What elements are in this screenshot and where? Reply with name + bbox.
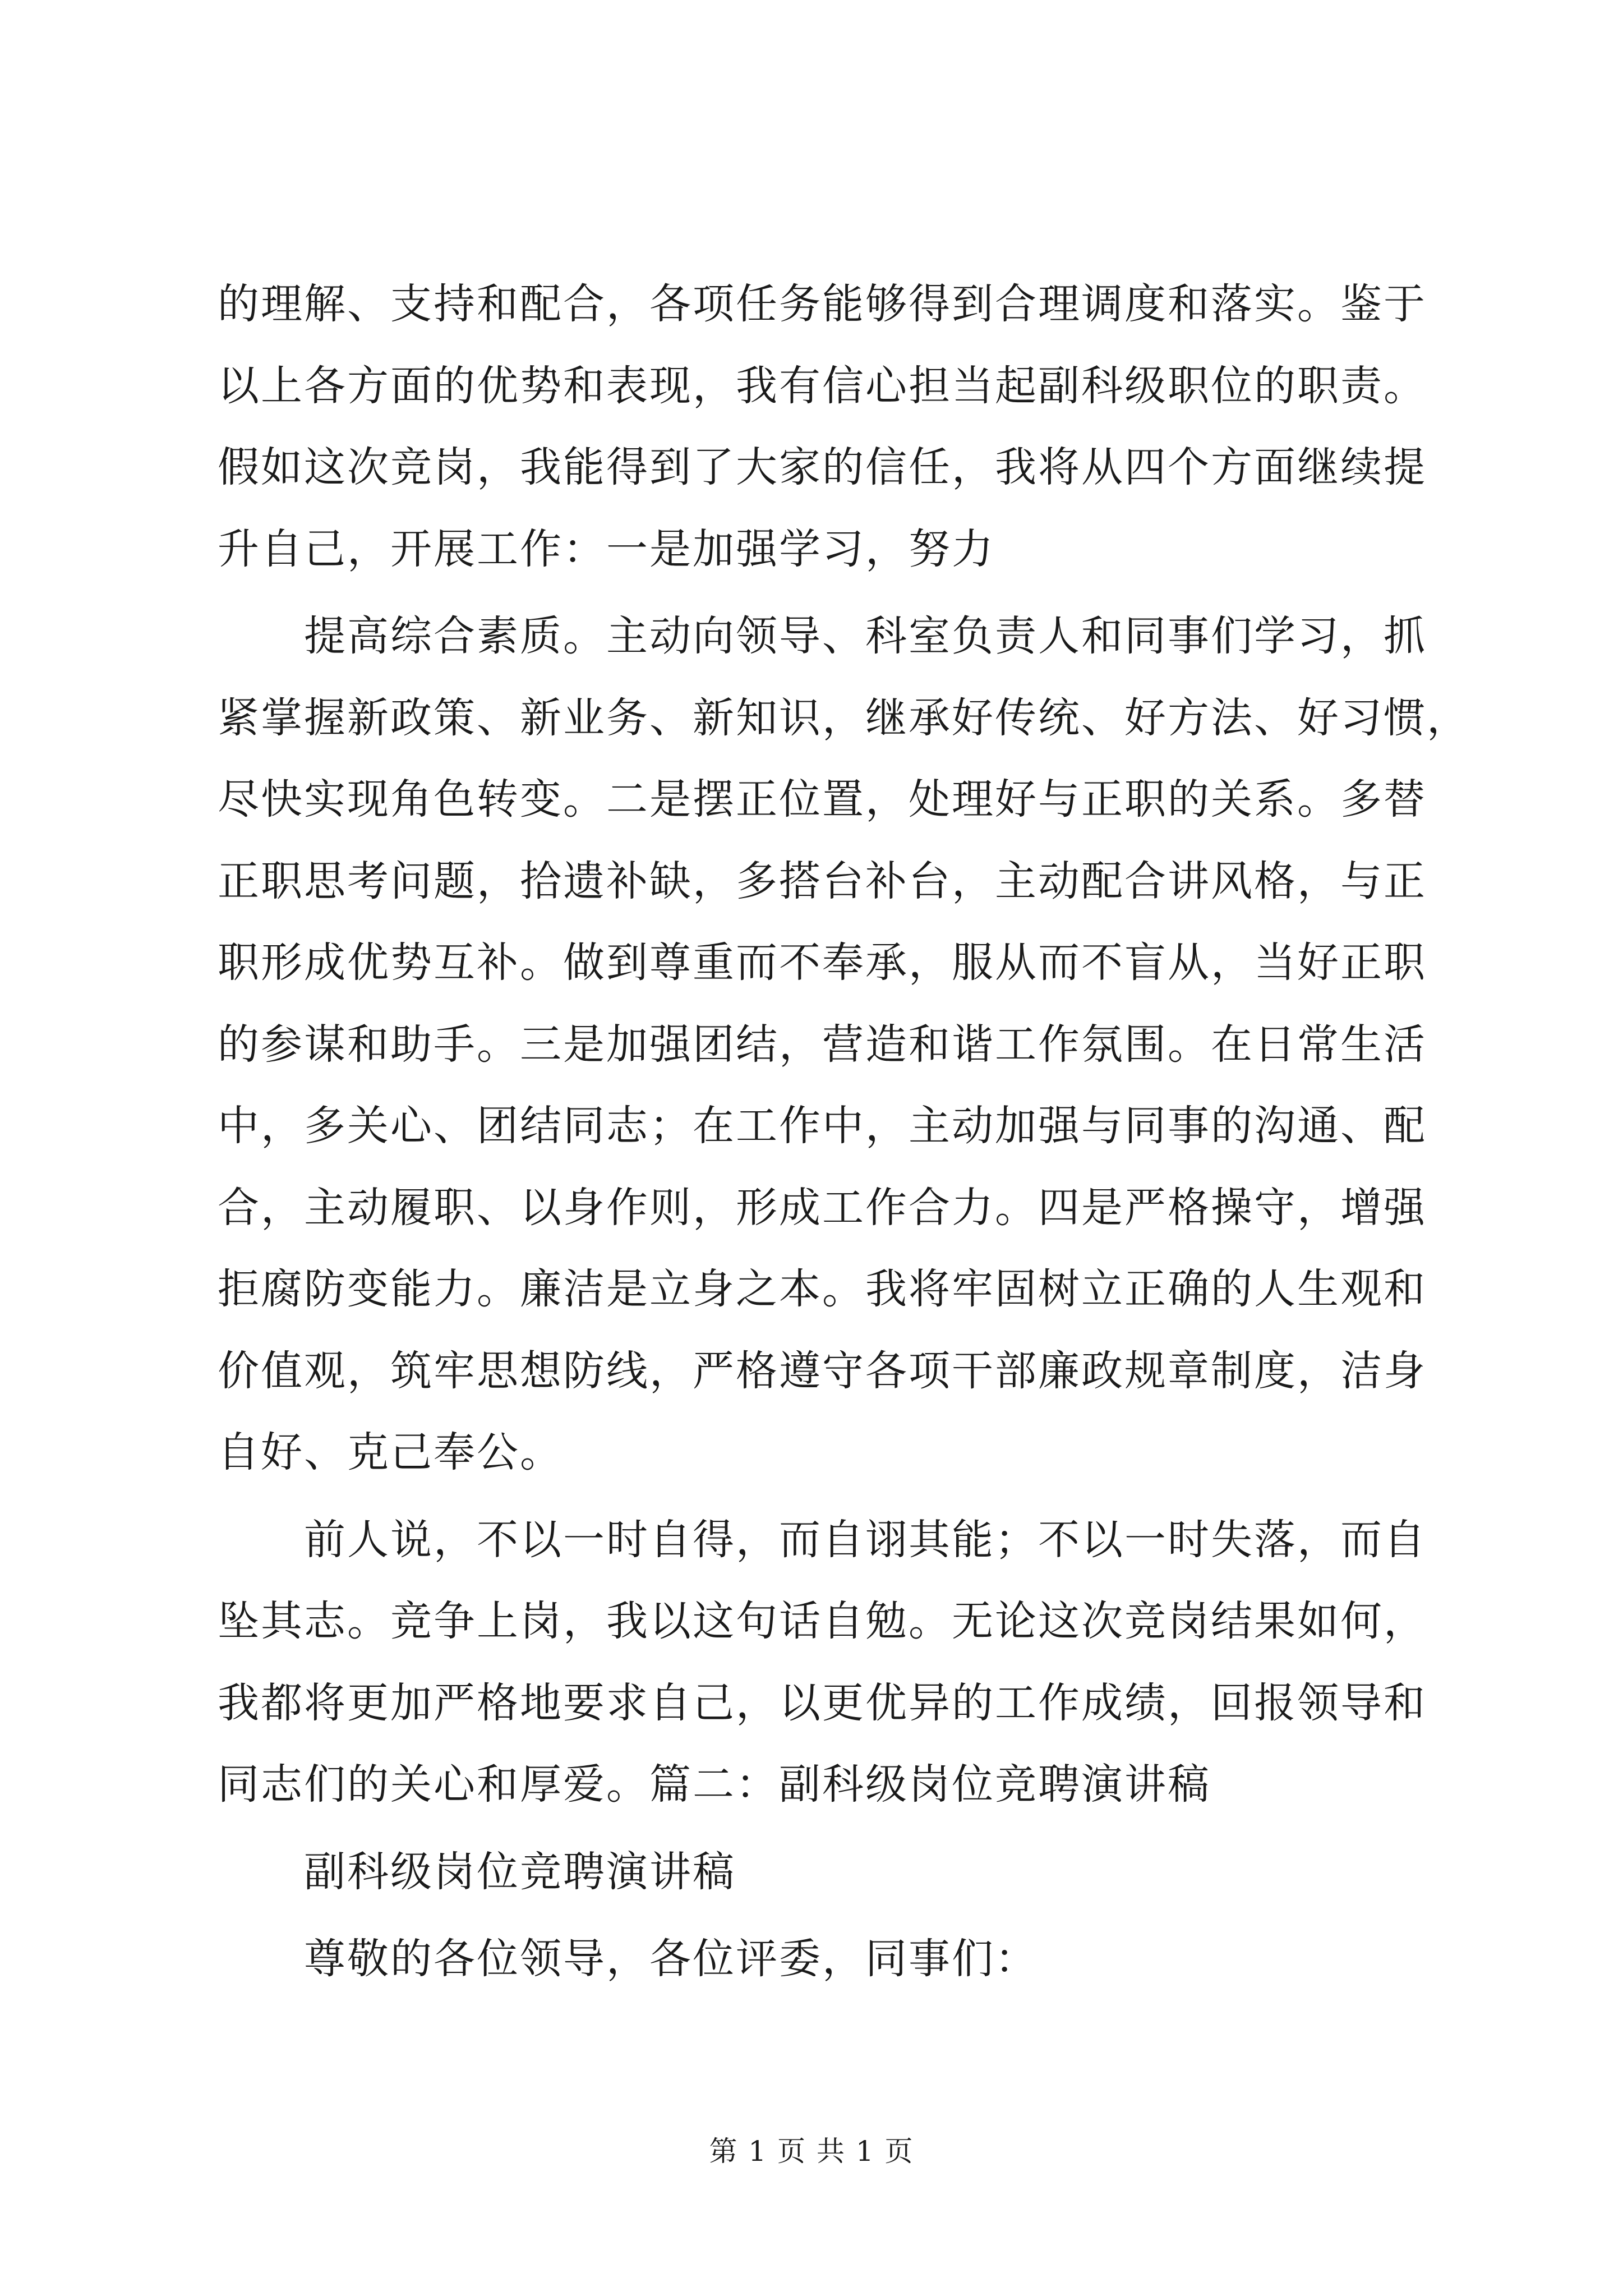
text-line: 的参谋和助手。三是加强团结，营造和谐工作氛围。在日常生活 bbox=[218, 1020, 1427, 1069]
paragraph bbox=[218, 1832, 1474, 1913]
document-body bbox=[218, 264, 1474, 2000]
text-line: 紧掌握新政策、新业务、新知识，继承好传统、好方法、好习惯， bbox=[218, 693, 1470, 742]
paragraph-gap bbox=[218, 590, 1474, 596]
text-line: 假如这次竞岗，我能得到了大家的信任，我将从四个方面继续提 bbox=[218, 443, 1427, 491]
text-line: 拒腐防变能力。廉洁是立身之本。我将牢固树立正确的人生观和 bbox=[218, 1265, 1427, 1313]
text-line: 职形成优势互补。做到尊重而不奉承，服从而不盲从，当好正职 bbox=[218, 938, 1427, 987]
salutation-line: 尊敬的各位领导，各位评委，同事们： bbox=[218, 1935, 1038, 1983]
text-line: 前人说，不以一时自得，而自诩其能；不以一时失落，而自 bbox=[218, 1515, 1427, 1564]
text-line: 升自己，开展工作：一是加强学习，努力 bbox=[218, 524, 995, 573]
text-line: 提高综合素质。主动向领导、科室负责人和同事们学习，抓 bbox=[218, 612, 1427, 660]
text-line: 坠其志。竞争上岗，我以这句话自勉。无论这次竞岗结果如何， bbox=[218, 1597, 1427, 1645]
paragraph-gap bbox=[218, 1913, 1474, 1918]
paragraph bbox=[218, 1918, 1474, 2000]
paragraph-gap bbox=[218, 1494, 1474, 1499]
text-line: 尽快实现角色转变。二是摆正位置，处理好与正职的关系。多替 bbox=[218, 775, 1427, 823]
text-line: 同志们的关心和厚爱。篇二：副科级岗位竞聘演讲稿 bbox=[218, 1760, 1211, 1809]
text-line: 自好、克己奉公。 bbox=[218, 1428, 563, 1476]
text-line: 中，多关心、团结同志；在工作中，主动加强与同事的沟通、配 bbox=[218, 1102, 1427, 1150]
text-line: 以上各方面的优势和表现，我有信心担当起副科级职位的职责。 bbox=[218, 361, 1427, 410]
page-number-label: 第 1 页 共 1 页 bbox=[709, 2135, 914, 2168]
paragraph bbox=[218, 596, 1474, 1494]
text-line: 正职思考问题，拾遗补缺，多搭台补台，主动配合讲风格，与正 bbox=[218, 857, 1427, 905]
section-title-line: 副科级岗位竞聘演讲稿 bbox=[218, 1847, 736, 1896]
text-line: 合，主动履职、以身作则，形成工作合力。四是严格操守，增强 bbox=[218, 1183, 1427, 1232]
paragraph bbox=[218, 1499, 1474, 1826]
text-line: 的理解、支持和配合，各项任务能够得到合理调度和落实。鉴于 bbox=[218, 280, 1427, 328]
paragraph-gap bbox=[218, 1826, 1474, 1832]
paragraph bbox=[218, 264, 1474, 590]
text-line: 价值观，筑牢思想防线，严格遵守各项干部廉政规章制度，洁身 bbox=[218, 1346, 1427, 1395]
text-line: 我都将更加严格地要求自己，以更优异的工作成绩，回报领导和 bbox=[218, 1678, 1427, 1727]
page-footer bbox=[0, 2132, 1623, 2171]
